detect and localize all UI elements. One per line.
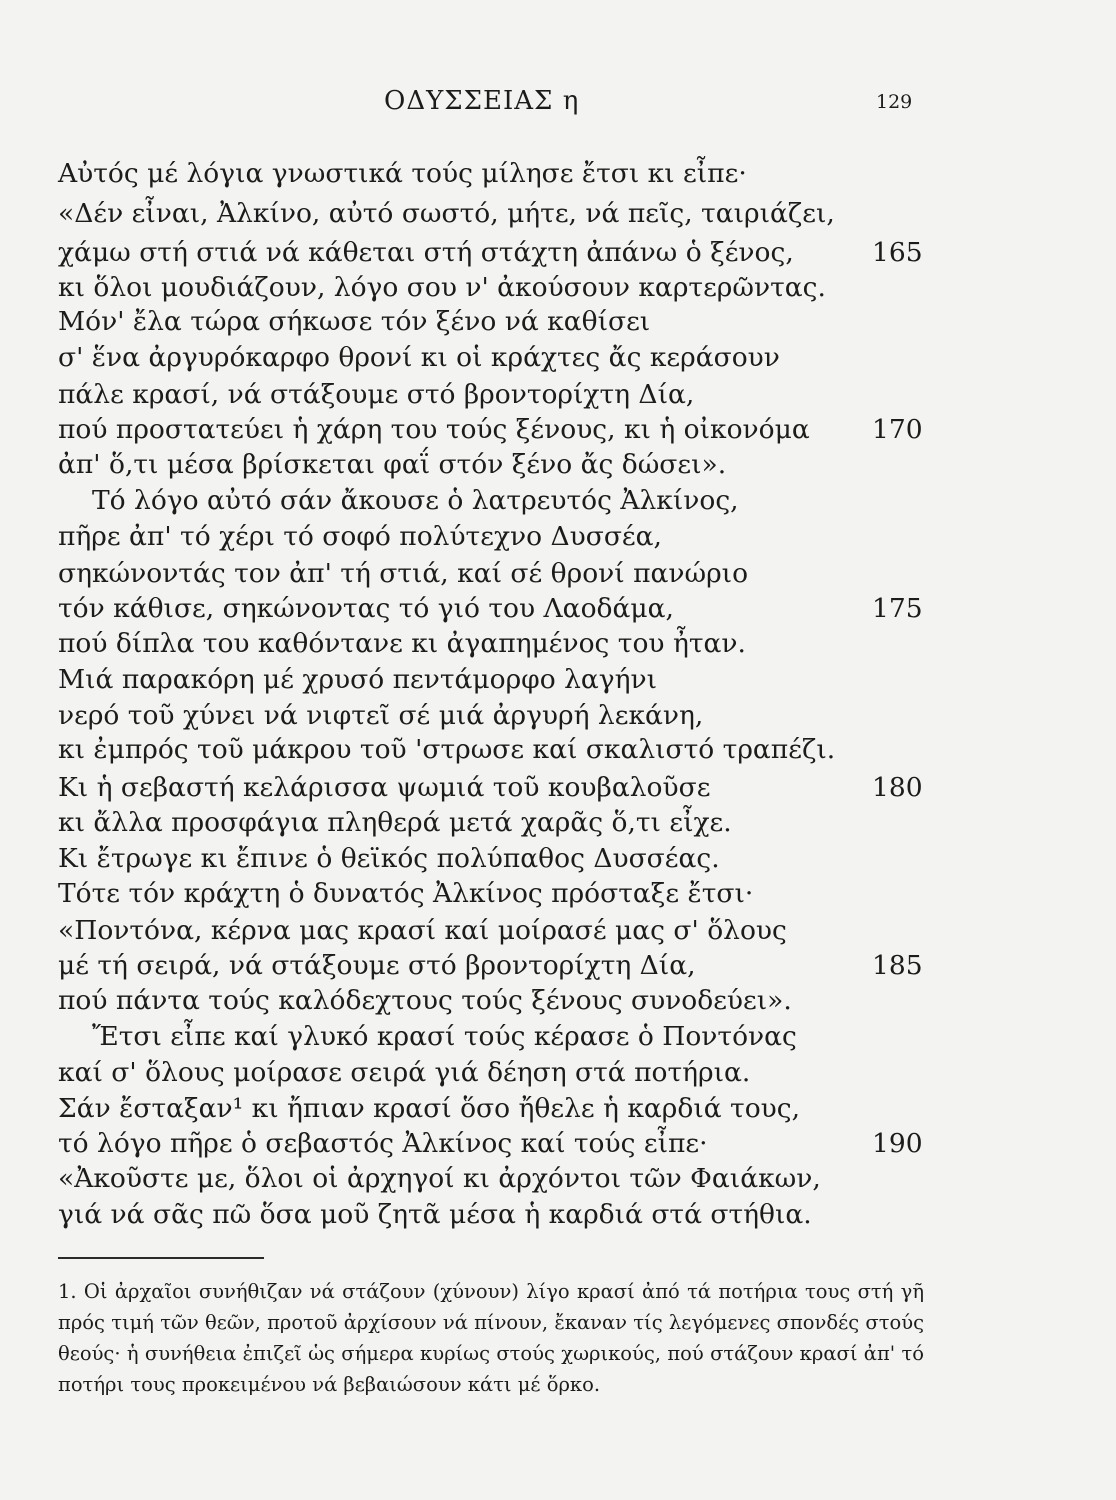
line-number: 190 — [872, 1128, 923, 1159]
running-header-title: ΟΔΥΣΣΕΙΑΣ η — [384, 86, 580, 116]
verse-line: Μιά παρακόρη μέ χρυσό πεντάμορφο λαγήνι — [58, 664, 658, 695]
verse-line: σ' ἕνα ἀργυρόκαρφο θρονί κι οἱ κράχτες ἄς κεράσουν — [58, 342, 780, 373]
verse-line: κι ἄλλα προσφάγια πληθερά μετά χαρᾶς ὅ,τι εἶχε. — [58, 807, 732, 838]
verse-line: σηκώνοντάς τον ἀπ' τή στιά, καί σέ θρονί πανώριο — [58, 558, 749, 589]
line-number: 175 — [872, 593, 923, 624]
verse-line: κι ὅλοι μουδιάζουν, λόγο σου ν' ἀκούσουν καρτερῶντας. — [58, 272, 826, 303]
verse-line: νερό τοῦ χύνει νά νιφτεῖ σέ μιά ἀργυρή λεκάνη, — [58, 700, 704, 731]
verse-line: πού δίπλα του καθόντανε κι ἀγαπημένος του ἦταν. — [58, 628, 746, 659]
footnote-rule — [58, 1257, 264, 1259]
page-number: 129 — [876, 91, 913, 113]
verse-line: κι ἐμπρός τοῦ μάκρου τοῦ 'στρωσε καί σκαλιστό τραπέζι. — [58, 734, 836, 765]
verse-line: «Δέν εἶναι, Ἀλκίνο, αὐτό σωστό, μήτε, νά πεῖς, ταιριάζει, — [58, 198, 835, 229]
verse-line: «Ποντόνα, κέρνα μας κρασί καί μοίρασέ μας σ' ὅλους — [58, 915, 787, 946]
verse-line: Κι ἡ σεβαστή κελάρισσα ψωμιά τοῦ κουβαλοῦσε — [58, 772, 711, 803]
line-number: 170 — [872, 414, 923, 445]
verse-line: «Ἀκοῦστε με, ὅλοι οἱ ἀρχηγοί κι ἀρχόντοι τῶν Φαιάκων, — [58, 1163, 821, 1194]
line-number: 185 — [872, 950, 923, 981]
verse-line: Ἔτσι εἶπε καί γλυκό κρασί τούς κέρασε ὁ Ποντόνας — [92, 1021, 797, 1052]
line-number: 180 — [872, 772, 923, 803]
line-number: 165 — [872, 237, 923, 268]
verse-line: πού πάντα τούς καλόδεχτους τούς ξένους συνοδεύει». — [58, 985, 792, 1016]
verse-line: τόν κάθισε, σηκώνοντας τό γιό του Λαοδάμα, — [58, 593, 674, 624]
verse-line: χάμω στή στιά νά κάθεται στή στάχτη ἀπάνω ὁ ξένος, — [58, 237, 794, 268]
footnote-text: 1. Οἱ ἀρχαῖοι συνήθιζαν νά στάζουν (χύνουν) λίγο κρασί ἀπό τά ποτήρια τους στή γῆ πρός τιμή τῶν θεῶν, προτοῦ ἀρχίσουν νά πίνουν, ἔκαναν τίς λεγόμενες σπονδές στούς θεούς· ἡ συνήθεια ἐπιζεῖ ὡς σήμερα κυρίως στούς χωρικούς, πού στάζουν κρασί ἀπ' τό ποτήρι τους προκειμένου νά βεβαιώσουν κάτι μέ ὅρκο. — [58, 1280, 924, 1396]
verse-line: τό λόγο πῆρε ὁ σεβαστός Ἀλκίνος καί τούς εἶπε· — [58, 1128, 708, 1159]
verse-line: πῆρε ἀπ' τό χέρι τό σοφό πολύτεχνο Δυσσέα, — [58, 521, 662, 552]
verse-line: Μόν' ἔλα τώρα σήκωσε τόν ξένο νά καθίσει — [58, 306, 651, 337]
verse-line: γιά νά σᾶς πῶ ὅσα μοῦ ζητᾶ μέσα ἡ καρδιά στά στήθια. — [58, 1199, 812, 1230]
verse-line: Αὐτός μέ λόγια γνωστικά τούς μίλησε ἔτσι κι εἶπε· — [58, 158, 747, 189]
verse-line: καί σ' ὅλους μοίρασε σειρά γιά δέηση στά ποτήρια. — [58, 1057, 751, 1088]
verse-line: Τότε τόν κράχτη ὁ δυνατός Ἀλκίνος πρόσταξε ἔτσι· — [58, 878, 754, 909]
verse-line: Σάν ἔσταξαν¹ κι ἤπιαν κρασί ὅσο ἤθελε ἡ καρδιά τους, — [58, 1093, 801, 1124]
footnote — [58, 1276, 924, 1400]
verse-line: ἀπ' ὅ,τι μέσα βρίσκεται φαΐ στόν ξένο ἄς δώσει». — [58, 449, 727, 480]
verse-line: Κι ἔτρωγε κι ἔπινε ὁ θεϊκός πολύπαθος Δυσσέας. — [58, 843, 720, 874]
verse-line: μέ τή σειρά, νά στάξουμε στό βροντορίχτη Δία, — [58, 950, 696, 981]
verse-line: Τό λόγο αὐτό σάν ἄκουσε ὁ λατρευτός Ἀλκίνος, — [92, 485, 739, 516]
verse-line: πού προστατεύει ἡ χάρη του τούς ξένους, κι ἡ οἰκονόμα — [58, 414, 810, 445]
verse-line: πάλε κρασί, νά στάξουμε στό βροντορίχτη Δία, — [58, 379, 695, 410]
